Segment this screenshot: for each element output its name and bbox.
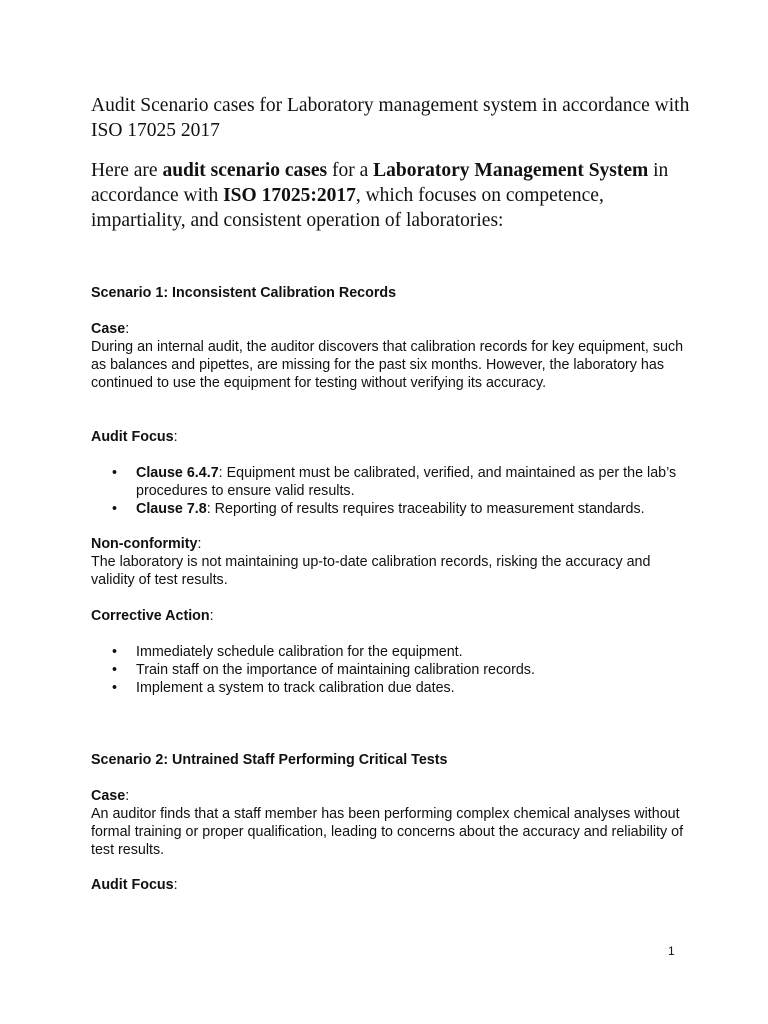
scenario-2-audit-focus-label: Audit Focus: [91,877,178,893]
document-title: Audit Scenario cases for Laboratory management system in accordance with ISO 17025 2017 [91,95,690,141]
bullet-icon: • [112,465,118,481]
scenario-1-case-label: Case: [91,321,130,337]
scenario-2-heading: Scenario 2: Untrained Staff Performing Critical Tests [91,752,448,768]
intro-text-1: Here are [91,160,163,181]
intro-bold-3: ISO 17025:2017 [223,185,356,206]
intro-text-3: in accordance with [91,160,669,206]
list-item: • Train staff on the importance of maintaining calibration records. [112,662,535,678]
scenario-1-corrective-action-list [91,643,691,697]
scenario-1-audit-focus-label: Audit Focus: [91,429,178,445]
list-item: • Clause 7.8: Reporting of results requires traceability to measurement standards. [112,501,645,517]
scenario-1-heading: Scenario 1: Inconsistent Calibration Records [91,285,397,301]
bullet-icon: • [112,662,118,678]
list-item: • Clause 6.4.7: Equipment must be calibrated, verified, and maintained as per the lab’s procedures to ensure valid results. [112,465,677,499]
intro-bold-2: Laboratory Management System [373,160,649,181]
bullet-icon: • [112,644,118,660]
bullet-icon: • [112,501,118,517]
list-item: • Immediately schedule calibration for the equipment. [112,644,463,660]
list-item: • Implement a system to track calibration due dates. [112,680,455,696]
intro-bold-1: audit scenario cases [162,160,328,181]
scenario-1-corrective-action-label: Corrective Action: [91,608,214,624]
intro-text-2: for a [327,160,374,181]
scenario-2-case-label: Case: [91,788,130,804]
scenario-1-nonconformity-label: Non-conformity: [91,536,202,552]
page-number: 1 [668,944,675,958]
scenario-1-case-text: During an internal audit, the auditor discovers that calibration records for key equipment, such as balances and pipettes, are missing for the past six months. However, the laboratory has continued to use the equipment for testing without verifying its accuracy. [91,339,684,391]
scenario-2-case-text: An auditor finds that a staff member has been performing complex chemical analyses without formal training or proper qualification, leading to concerns about the accuracy and reliability of test results. [91,806,684,858]
intro-text-4: , which focuses on competence, impartiality, and consistent operation of laboratories: [91,185,604,231]
scenario-1-audit-focus-list [91,464,691,518]
scenario-1-nonconformity-text: The laboratory is not maintaining up-to-date calibration records, risking the accuracy and validity of test results. [91,554,651,588]
bullet-icon: • [112,680,118,696]
intro-paragraph [91,158,701,233]
